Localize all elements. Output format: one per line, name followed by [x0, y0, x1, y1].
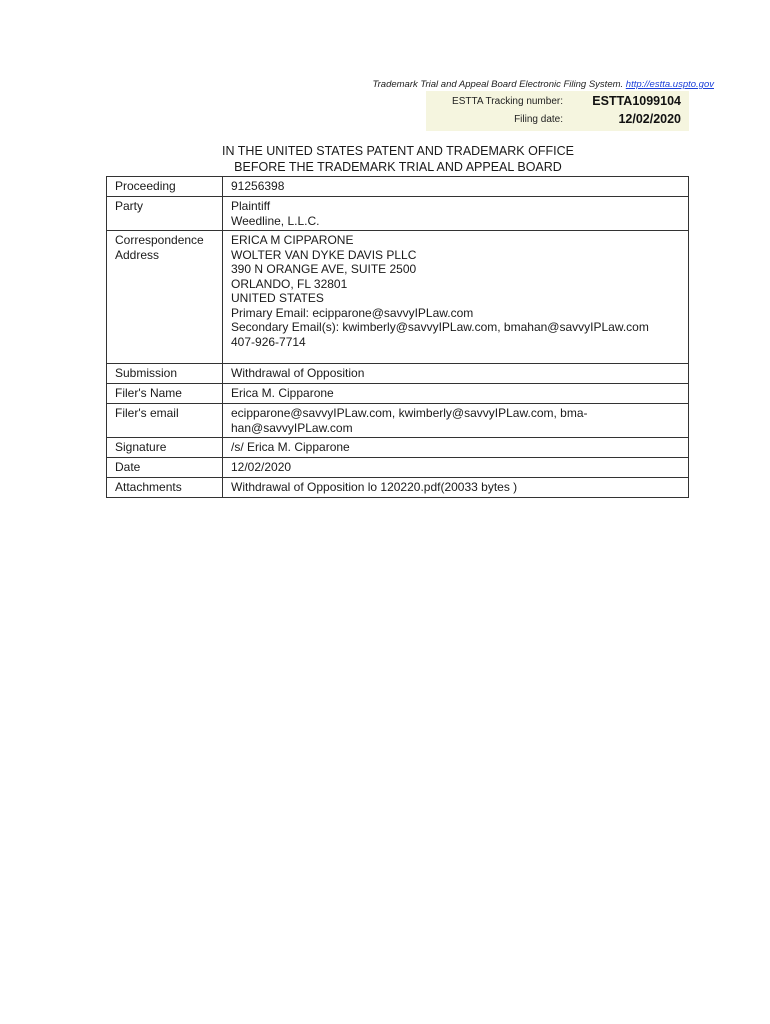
email-line: ecipparone@savvyIPLaw.com, kwimberly@savvyIPLaw.com, bma-	[231, 406, 588, 420]
filing-meta-box	[426, 91, 689, 131]
address-line: ORLANDO, FL 32801	[231, 276, 348, 291]
email-line: han@savvyIPLaw.com	[231, 420, 353, 435]
party-name: Weedline, L.L.C.	[231, 213, 320, 228]
address-line: UNITED STATES	[231, 291, 324, 305]
attachments-label: Attachments	[107, 478, 223, 498]
party-value	[223, 197, 689, 231]
date-value: 12/02/2020	[223, 458, 689, 478]
table-row	[107, 197, 689, 231]
table-row	[107, 364, 689, 384]
filing-date-value: 12/02/2020	[618, 112, 681, 126]
table-row	[107, 404, 689, 438]
tracking-row	[426, 94, 689, 114]
tracking-number: ESTTA1099104	[592, 94, 681, 108]
table-row	[107, 478, 689, 498]
table-row	[107, 458, 689, 478]
address-line: 390 N ORANGE AVE, SUITE 2500	[231, 262, 417, 276]
party-role: Plaintiff	[231, 199, 271, 213]
filers-name-value: Erica M. Cipparone	[223, 384, 689, 404]
signature-label: Signature	[107, 438, 223, 458]
date-label: Date	[107, 458, 223, 478]
attachments-value: Withdrawal of Opposition lo 120220.pdf(20033 bytes )	[223, 478, 689, 498]
proceeding-value: 91256398	[223, 177, 689, 197]
system-text: Trademark Trial and Appeal Board Electronic Filing System.	[372, 79, 624, 90]
document-title-line1: IN THE UNITED STATES PATENT AND TRADEMARK OFFICE	[222, 144, 574, 158]
table-row	[107, 438, 689, 458]
party-label: Party	[107, 197, 223, 231]
correspondence-label-line: Correspondence	[115, 233, 204, 247]
estta-header-line	[300, 79, 714, 90]
correspondence-label	[107, 231, 223, 364]
filers-email-label: Filer's email	[107, 404, 223, 438]
table-row	[107, 231, 689, 364]
estta-link[interactable]: http://estta.uspto.gov	[625, 79, 714, 90]
table-row	[107, 384, 689, 404]
secondary-emails: Secondary Email(s): kwimberly@savvyIPLaw.com, bmahan@savvyIPLaw.com	[231, 320, 649, 334]
address-line: ERICA M CIPPARONE	[231, 233, 354, 247]
tracking-label: ESTTA Tracking number:	[452, 96, 563, 107]
address-line: WOLTER VAN DYKE DAVIS PLLC	[231, 247, 417, 262]
filing-date-row	[426, 112, 689, 132]
filing-details-table	[106, 176, 689, 498]
filers-email-value	[223, 404, 689, 438]
filers-name-label: Filer's Name	[107, 384, 223, 404]
table-row	[107, 177, 689, 197]
primary-email: Primary Email: ecipparone@savvyIPLaw.com	[231, 305, 474, 320]
correspondence-label-line: Address	[115, 247, 160, 262]
submission-label: Submission	[107, 364, 223, 384]
proceeding-label: Proceeding	[107, 177, 223, 197]
submission-value: Withdrawal of Opposition	[223, 364, 689, 384]
phone-number: 407-926-7714	[231, 334, 306, 349]
filing-date-label: Filing date:	[514, 114, 563, 125]
correspondence-address	[223, 231, 689, 364]
document-title-line2: BEFORE THE TRADEMARK TRIAL AND APPEAL BOARD	[234, 160, 562, 174]
signature-value: /s/ Erica M. Cipparone	[223, 438, 689, 458]
